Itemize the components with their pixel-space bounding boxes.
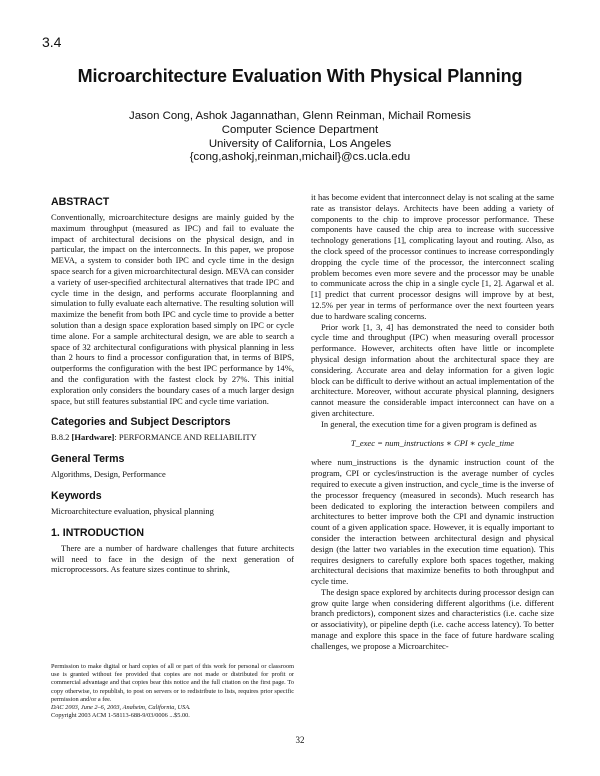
execution-time-paragraph: In general, the execution time for a given program is defined as — [321, 418, 537, 429]
variables-paragraph: where num_instructions is the dynamic instruction count of the program, CPI or cycles/instruction is the average number of cycles required to execute a given instruction, and cycle_time is the inverse of the processor frequency (measured in seconds). Much research has been dedicated to exploring the interaction between compilers and architectures to better improve both the CPI and dynamic instruction count of a given application space. However, it is equally important to consider the interaction between architectural design and physical design (the latter two variables in the execution time equation). This requires designers to carefully explore both spaces together, making architectural decisions that maximize benefits to both throughput and cycle time. — [311, 457, 554, 587]
keywords-text: Microarchitecture evaluation, physical planning — [51, 505, 214, 516]
introduction-paragraph: There are a number of hardware challenges that future architects will need to face in the design of the next generation of microprocessors. As feature sizes continue to shrink, — [51, 542, 294, 575]
author-names: Jason Cong, Ashok Jagannathan, Glenn Reinman, Michail Romesis — [129, 110, 471, 122]
department: Computer Science Department — [221, 123, 379, 136]
introduction-heading: 1. INTRODUCTION — [51, 526, 144, 539]
prior-work-paragraph: Prior work [1, 3, 4] has demonstrated the need to consider both cycle time and throughput (IPC) when measuring overall processor performance. However, architects often have little or incomplete physical design information about the architectural space they are considering. Accurate area and delay information for a given logic block can be difficult to derive without an actual implementation of the architecture. Moreover, without accurate physical planning, designers cannot measure the considerable impact interconnect can have on a given architecture. — [311, 321, 554, 418]
copyright-text: Copyright 2003 ACM 1-58113-688-9/03/0006 ...$5.00. — [51, 712, 190, 720]
categories-heading: Categories and Subject Descriptors — [51, 416, 231, 429]
author-block — [40, 110, 560, 165]
abstract-heading: ABSTRACT — [51, 196, 110, 208]
general-terms-heading: General Terms — [51, 453, 125, 466]
keywords-heading: Keywords — [51, 489, 102, 502]
design-space-paragraph: The design space explored by architects during processor design can grow quite large when considering different algorithms (i.e. different branch predictors), component sizes and characteristics (i.e. cache size or associativity), or pipeline depth (i.e. cache access latency). To better manage and explore this space in the face of future hardware scaling challenges, we propose a Microarchitec- — [311, 586, 554, 651]
execution-time-equation: T_exec = num_instructions ∗ CPI ∗ cycle_time — [350, 437, 515, 448]
venue-text: DAC 2003, June 2–6, 2003, Anaheim, California, USA. — [51, 704, 191, 712]
permission-text: Permission to make digital or hard copies of all or part of this work for personal or classroom use is granted without fee provided that copies are not made or distributed for profit or commercial advantage and that copies bear this notice and the full citation on the first page. To copy otherwise, to republish, to post on servers or to redistribute to lists, requires prior specific permission and/or a fee. — [51, 663, 294, 703]
general-terms-text: Algorithms, Design, Performance — [51, 469, 166, 480]
paper-title: Microarchitecture Evaluation With Physical Planning — [77, 66, 523, 86]
university: University of California, Los Angeles — [208, 137, 392, 150]
abstract-text: Conventionally, microarchitecture designs are mainly guided by the maximum throughput (measured as IPC) and fail to evaluate the impact of architectural decisions on the physical design, and in particular, the impact on the interconnects. In this paper, we propose MEVA, a system to consider both IPC and cycle time in the design space search for a given microarchitectural design. MEVA can consider a variety of user-specified architectural alternatives that trade IPC and cycle time in the design, and performs accurate floorplanning and simulation to fully evaluate each alternative. The resulting solution will maximize the benefit from both IPC and cycle time to provide a better solution than a design space exploration based simply on IPC or cycle time alone. For a sample architectural design, we are able to search a space of 32 architectural configurations with physical planning in less than 2 hours to find a processor configuration that, in terms of BIPS, outperforms the configuration with the best IPC performance by 14%, and the configuration with the fastest clock by 27%. This initial exploration only considers the boundary cases of a much larger design space, but still features substantial IPC and cycle time variation. — [51, 212, 294, 406]
permission-footnote — [51, 663, 294, 720]
page-number: 32 — [295, 735, 305, 745]
left-column — [51, 196, 294, 575]
intro-paragraph-continued: it has become evident that interconnect delay is not scaling at the same rate as transistor delays. Architects have been adding a variety of components to the chip to improve processor performance. These components have caused the chip area to increase with successive technology generations [1], complicating layout and routing. Also, as the clock speed of the processor continues to increase correspondingly dropping the cycle time of the processor, the interconnect scaling problem becomes even more severe and the processor may be unable to communicate across the chip in a single cycle [1, 2]. Agarwal et al. [1] predict that current processor designs will improve by at best, 12.5% per year in terms of performance over the next fourteen years due to hardware scaling concerns. — [311, 192, 554, 321]
author-email: {cong,ashokj,reinman,michail}@cs.ucla.edu — [189, 151, 411, 164]
categories-text: B.8.2 [Hardware]: PERFORMANCE AND RELIABILITY — [51, 432, 257, 443]
right-column — [311, 192, 554, 652]
session-number: 3.4 — [42, 34, 62, 50]
